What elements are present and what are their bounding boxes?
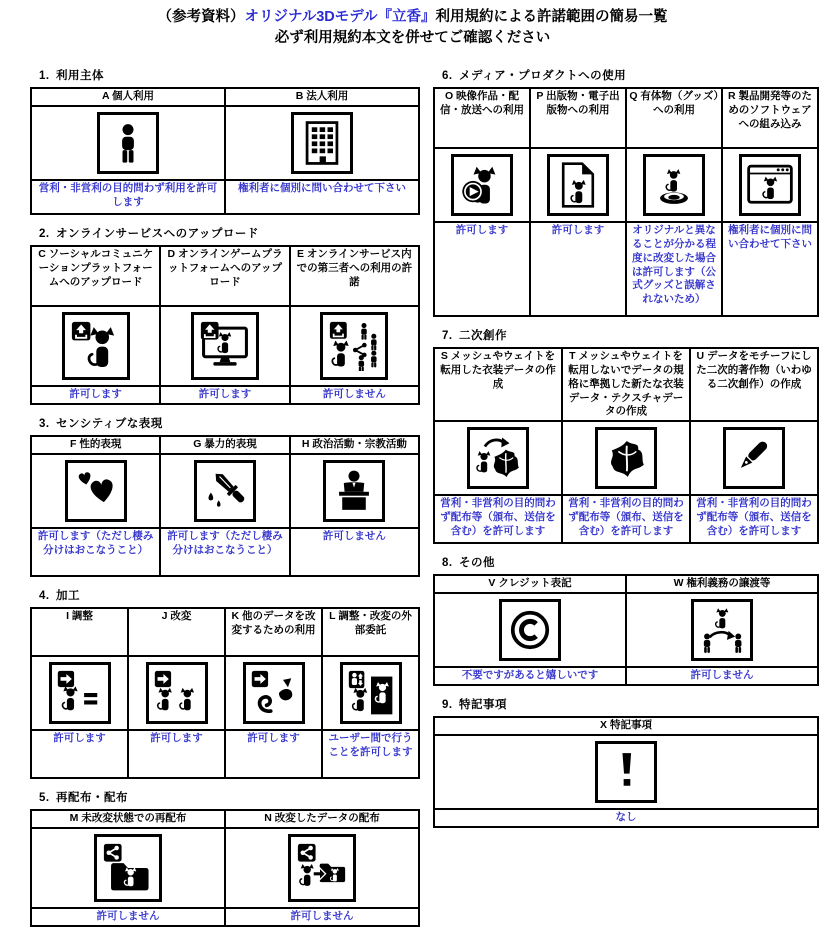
section-redistribution <box>30 789 420 927</box>
upload-game-platform-icon <box>200 321 250 371</box>
icon-box <box>97 112 159 174</box>
section-heading: 9. 特記事項 <box>442 699 507 712</box>
section-table <box>433 716 819 828</box>
hearts-icon <box>74 469 118 513</box>
cell-header: B 法人利用 <box>225 88 419 106</box>
icon-box <box>288 834 356 902</box>
icon-box <box>451 154 513 216</box>
cell-header: S メッシュやウェイトを転用した衣装データの作成 <box>434 348 562 421</box>
section-heading: 6. メディア・プロダクトへの使用 <box>442 70 627 83</box>
cell-status: 許可しません <box>225 908 419 926</box>
icon-box <box>499 599 561 661</box>
icon-box <box>723 427 785 489</box>
cell-status: 許可します <box>530 222 626 316</box>
cell-icon <box>562 421 690 495</box>
section-processing <box>30 587 420 779</box>
upload-third-party-share-icon <box>329 321 379 371</box>
cell-icon <box>128 656 225 730</box>
section-table <box>433 347 819 544</box>
podium-speech-icon <box>332 469 376 513</box>
cell-status: 営利・非営利の目的問わず配布等（頒布、送信を含む）を許可します <box>562 495 690 543</box>
video-play-cat-icon <box>459 162 505 208</box>
section-table <box>433 574 819 686</box>
cell-icon <box>322 656 419 730</box>
page-title <box>0 0 825 49</box>
cell-icon <box>225 656 322 730</box>
icon-box <box>691 599 753 661</box>
icon-box <box>547 154 609 216</box>
section-heading: 7. 二次創作 <box>442 330 507 343</box>
upload-cat-icon <box>71 321 121 371</box>
cell-header: I 調整 <box>31 608 128 656</box>
icon-box <box>643 154 705 216</box>
cell-status: 許可します <box>31 730 128 778</box>
cell-status: 権利者に個別に問い合わせて下さい <box>722 222 818 316</box>
section-usage-subject <box>30 67 420 215</box>
cell-header: O 映像作品・配信・放送への利用 <box>434 88 530 148</box>
cell-header: G 暴力的表現 <box>160 436 289 454</box>
title-line2: 必ず利用規約本文を併せてご確認ください <box>274 30 551 47</box>
cell-icon <box>690 421 818 495</box>
exclamation-icon <box>604 750 648 794</box>
transfer-people-cat-icon <box>699 607 745 653</box>
cell-icon <box>722 148 818 222</box>
section-special-notes <box>433 696 819 828</box>
software-window-cat-icon <box>747 162 793 208</box>
icon-box <box>146 662 208 724</box>
title-prefix: （参考資料） <box>157 9 245 25</box>
modify-two-cats-icon <box>154 670 200 716</box>
cell-header: R 製品開発等のためのソフトウェアへの組み込み <box>722 88 818 148</box>
copyright-icon <box>507 607 553 653</box>
cell-header: P 出版物・電子出版物への利用 <box>530 88 626 148</box>
cell-icon <box>31 454 160 528</box>
cell-icon <box>434 593 626 667</box>
cell-status: なし <box>434 809 818 827</box>
section-online-upload <box>30 225 420 405</box>
section-derivative-works <box>433 327 819 544</box>
title-line1 <box>0 7 825 28</box>
section-table <box>30 435 420 577</box>
figurine-cat-icon <box>651 162 697 208</box>
cell-icon <box>290 454 419 528</box>
section-table <box>30 809 420 927</box>
icon-box <box>595 741 657 803</box>
section-table <box>30 87 420 215</box>
section-heading: 2. オンラインサービスへのアップロード <box>39 227 259 240</box>
cell-icon <box>626 593 818 667</box>
cat-parts-icon <box>251 670 297 716</box>
cell-icon <box>434 735 818 809</box>
cell-status: 営利・非営利の目的問わず配布等（頒布、送信を含む）を許可します <box>690 495 818 543</box>
cell-status: 許可しません <box>290 528 419 576</box>
icon-box <box>194 460 256 522</box>
share-folder-icon <box>103 843 153 893</box>
icon-box <box>595 427 657 489</box>
adjust-cat-equals-icon <box>57 670 103 716</box>
building-icon <box>300 121 344 165</box>
right-column <box>433 57 819 838</box>
icon-box <box>323 460 385 522</box>
title-model-name: オリジナル3Dモデル『立香』 <box>244 9 436 25</box>
cell-status: 営利・非営利の目的問わず配布等（頒布、送信を含む）を許可します <box>434 495 562 543</box>
cat-to-cloth-icon <box>475 435 521 481</box>
section-heading: 3. センシティブな表現 <box>39 417 163 430</box>
cell-status: 許可しません <box>31 908 225 926</box>
icon-box <box>243 662 305 724</box>
icon-box <box>320 312 388 380</box>
cell-header: L 調整・改変の外部委託 <box>322 608 419 656</box>
icon-box <box>340 662 402 724</box>
pen-icon <box>731 435 777 481</box>
cell-status: 不要ですがあると嬉しいです <box>434 667 626 685</box>
cell-status: 許可します <box>160 386 289 404</box>
cell-icon <box>160 454 289 528</box>
cell-status: オリジナルと異なることが分かる程度に改変した場合は許可します（公式グッズと誤解されないため） <box>626 222 722 316</box>
cell-header: E オンラインサービス内での第三者への利用の許諾 <box>290 246 419 306</box>
cell-icon <box>626 148 722 222</box>
cell-header: Q 有体物（グッズ）への利用 <box>626 88 722 148</box>
section-table <box>433 87 819 317</box>
icon-box <box>739 154 801 216</box>
section-heading: 5. 再配布・配布 <box>39 791 128 804</box>
cell-header: J 改変 <box>128 608 225 656</box>
cell-status: 許可します（ただし棲み分けはおこなうこと） <box>160 528 289 576</box>
cell-icon <box>31 106 225 180</box>
cell-header: T メッシュやウェイトを転用しないでデータの規格に準拠した新たな衣装データ・テクスチャデータの作成 <box>562 348 690 421</box>
cell-icon <box>31 656 128 730</box>
icon-box <box>62 312 130 380</box>
cell-header: H 政治活動・宗教活動 <box>290 436 419 454</box>
cell-status: 許可しません <box>626 667 818 685</box>
cell-header: X 特記事項 <box>434 717 818 735</box>
cell-icon <box>530 148 626 222</box>
person-icon <box>106 121 150 165</box>
knife-icon <box>203 469 247 513</box>
share-modified-folder-icon <box>297 843 347 893</box>
cell-header: D オンラインゲームプラットフォームへのアップロード <box>160 246 289 306</box>
cell-icon <box>160 306 289 386</box>
cloth-icon <box>603 435 649 481</box>
content-columns <box>0 49 825 937</box>
cell-header: M 未改変状態での再配布 <box>31 810 225 828</box>
section-heading: 4. 加工 <box>39 589 80 602</box>
cell-header: K 他のデータを改変するための利用 <box>225 608 322 656</box>
section-other <box>433 554 819 686</box>
icon-box <box>291 112 353 174</box>
icon-box <box>191 312 259 380</box>
icon-box <box>65 460 127 522</box>
cell-status: 許可します（ただし棲み分けはおこなうこと） <box>31 528 160 576</box>
cell-icon <box>31 306 160 386</box>
cell-icon <box>225 106 419 180</box>
cell-icon <box>290 306 419 386</box>
icon-box <box>467 427 529 489</box>
outsource-swap-icon <box>348 670 394 716</box>
section-media-product <box>433 67 819 317</box>
cell-icon <box>31 828 225 908</box>
cell-status: ユーザー間で行うことを許可します <box>322 730 419 778</box>
section-heading: 8. その他 <box>442 557 495 570</box>
cell-status: 権利者に個別に問い合わせて下さい <box>225 180 419 214</box>
cell-icon <box>434 421 562 495</box>
section-table <box>30 245 420 405</box>
title-suffix: 利用規約による許諾範囲の簡易一覧 <box>435 9 668 25</box>
cell-header: A 個人利用 <box>31 88 225 106</box>
cell-header: U データをモチーフにした二次的著作物（いわゆる二次創作）の作成 <box>690 348 818 421</box>
document-cat-icon <box>555 162 601 208</box>
cell-header: C ソーシャルコミュニケーションプラットフォームへのアップロード <box>31 246 160 306</box>
cell-header: V クレジット表記 <box>434 575 626 593</box>
cell-status: 許可します <box>225 730 322 778</box>
cell-header: W 権利義務の譲渡等 <box>626 575 818 593</box>
left-column <box>30 57 420 937</box>
cell-status: 許可します <box>31 386 160 404</box>
cell-status: 許可します <box>128 730 225 778</box>
section-heading: 1. 利用主体 <box>39 70 104 83</box>
icon-box <box>49 662 111 724</box>
cell-status: 許可しません <box>290 386 419 404</box>
cell-status: 許可します <box>434 222 530 316</box>
cell-status: 営利・非営利の目的問わず利用を許可します <box>31 180 225 214</box>
cell-icon <box>225 828 419 908</box>
cell-icon <box>434 148 530 222</box>
cell-header: F 性的表現 <box>31 436 160 454</box>
section-table <box>30 607 420 779</box>
icon-box <box>94 834 162 902</box>
section-sensitive-expression <box>30 415 420 577</box>
cell-header: N 改変したデータの配布 <box>225 810 419 828</box>
